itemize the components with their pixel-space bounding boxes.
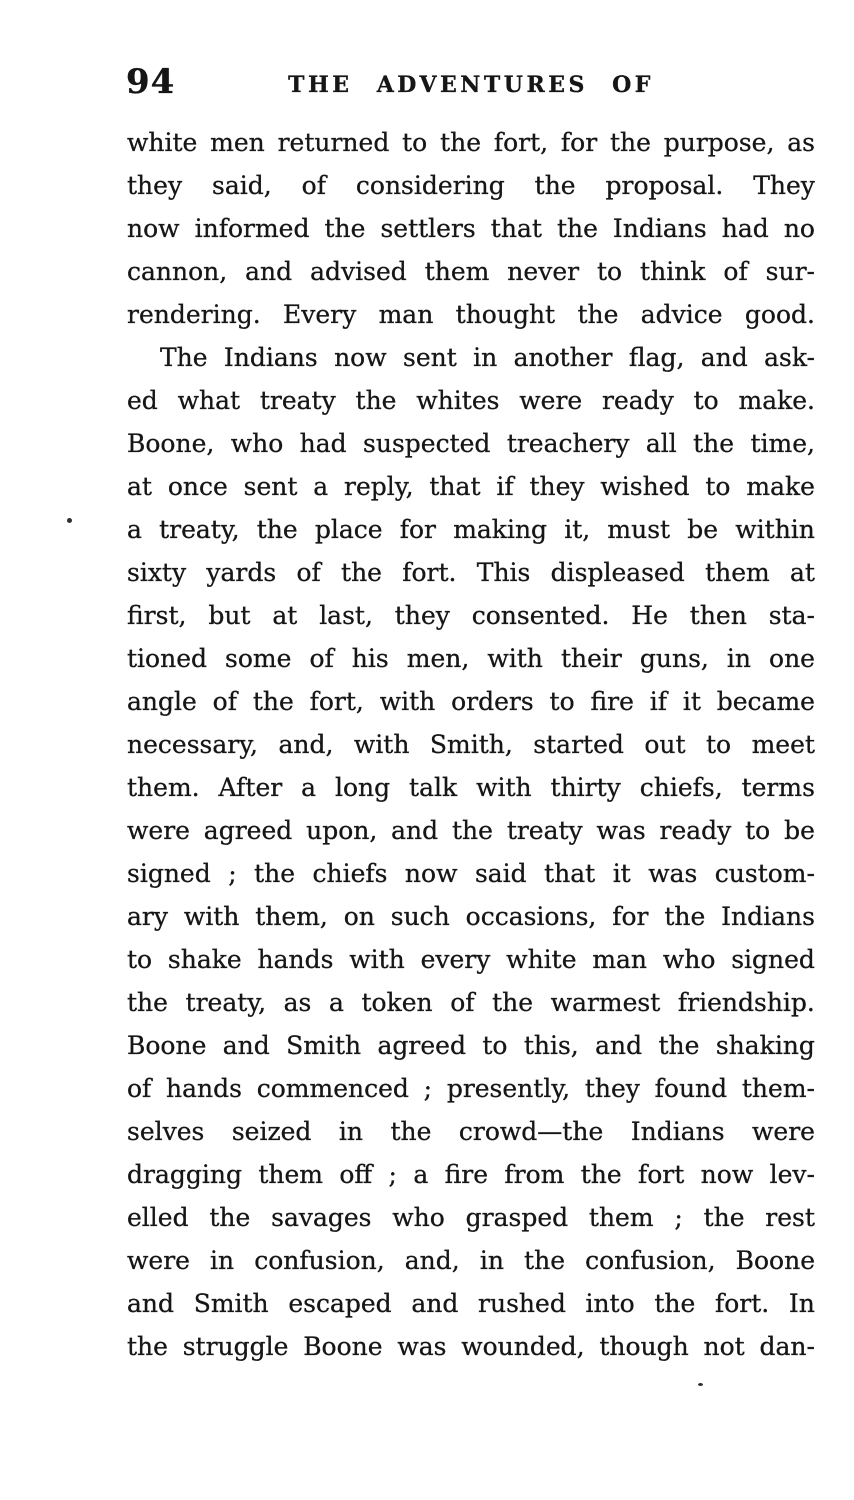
- word: of: [723, 257, 748, 286]
- text-line: [127, 902, 815, 945]
- word: yards: [206, 558, 277, 587]
- word: at: [127, 472, 152, 501]
- word: informed: [194, 214, 310, 243]
- word: with: [487, 644, 543, 673]
- word: Smith: [286, 1031, 362, 1060]
- word: thirty: [550, 773, 621, 802]
- word: and: [595, 1031, 643, 1060]
- word: agreed: [377, 1031, 466, 1060]
- word: the: [341, 558, 382, 587]
- word: rendering.: [127, 300, 261, 329]
- word: dragging: [127, 1160, 242, 1189]
- word: token: [361, 988, 433, 1017]
- word: fire: [444, 1160, 488, 1189]
- word: another: [513, 343, 613, 372]
- word: that: [490, 214, 542, 243]
- word: a: [127, 515, 142, 544]
- word: if: [649, 687, 667, 716]
- word: sur-: [765, 257, 815, 286]
- word: who: [392, 1203, 445, 1232]
- word: the: [252, 687, 294, 716]
- word: but: [208, 601, 251, 630]
- word: and,: [404, 1246, 460, 1275]
- word: Indians: [721, 902, 815, 931]
- text-line: [127, 1203, 815, 1246]
- word: they: [529, 472, 585, 501]
- word: the: [556, 214, 598, 243]
- word: were: [127, 1246, 190, 1275]
- word: Boone: [735, 1246, 815, 1275]
- word: as: [283, 988, 312, 1017]
- word: in: [338, 1117, 364, 1146]
- word: no: [783, 214, 815, 243]
- word: of: [450, 988, 475, 1017]
- word: tioned: [127, 644, 207, 673]
- word: Boone: [127, 1031, 207, 1060]
- word: the: [324, 214, 366, 243]
- word: flag,: [628, 343, 685, 372]
- word: place: [314, 515, 383, 544]
- word: with: [349, 945, 405, 974]
- word: man: [378, 300, 434, 329]
- text-line: [127, 472, 815, 515]
- word: dan-: [759, 1332, 815, 1361]
- text-line: [127, 214, 815, 257]
- text-line: [127, 1332, 815, 1375]
- word: be: [687, 515, 719, 544]
- word: suspected: [363, 429, 491, 458]
- word: them: [705, 558, 770, 587]
- word: After: [218, 773, 283, 802]
- text-line: [127, 1031, 815, 1074]
- word: them: [588, 1203, 654, 1232]
- word: a: [301, 773, 317, 802]
- word: reply,: [344, 472, 414, 501]
- word: for: [612, 902, 649, 931]
- word: make: [746, 472, 815, 501]
- word: with: [379, 687, 436, 716]
- word: ready: [602, 386, 674, 415]
- word: found: [654, 1074, 728, 1103]
- word: not: [703, 1332, 745, 1361]
- text-line: [127, 1074, 815, 1117]
- word: had: [721, 214, 769, 243]
- word: was: [397, 1332, 447, 1361]
- scan-speck: [67, 518, 72, 523]
- word: Indians: [630, 1117, 725, 1146]
- word: and: [127, 1289, 175, 1318]
- word: was: [648, 859, 698, 888]
- word: of: [309, 644, 334, 673]
- word: of: [301, 171, 326, 200]
- word: custom-: [714, 859, 815, 888]
- word: proposal.: [605, 171, 724, 200]
- word: said,: [212, 171, 272, 200]
- word: the: [664, 902, 706, 931]
- word: with: [183, 902, 240, 931]
- word: their: [560, 644, 622, 673]
- word: the: [209, 1203, 251, 1232]
- word: The: [160, 343, 208, 372]
- word: what: [177, 386, 241, 415]
- word: fire: [590, 687, 634, 716]
- word: returned: [277, 128, 390, 157]
- word: the: [693, 429, 735, 458]
- word: once: [167, 472, 228, 501]
- word: and: [245, 257, 293, 286]
- word: the: [452, 816, 493, 845]
- word: now: [334, 343, 387, 372]
- page-number: 94: [126, 62, 176, 102]
- word: hands: [166, 1074, 242, 1103]
- text-line: [127, 1160, 815, 1203]
- word: make.: [738, 386, 815, 415]
- word: to: [402, 128, 428, 157]
- text-line: [127, 386, 815, 429]
- text-line: [127, 257, 815, 300]
- word: a: [413, 1160, 429, 1189]
- word: Boone,: [127, 429, 215, 458]
- word: fort,: [493, 128, 549, 157]
- word: treaty: [259, 386, 336, 415]
- word: out: [644, 730, 686, 759]
- word: presently,: [446, 1074, 571, 1103]
- word: now: [127, 214, 180, 243]
- word: in: [479, 1246, 504, 1275]
- word: selves: [127, 1117, 205, 1146]
- word: necessary,: [127, 730, 258, 759]
- word: to: [597, 257, 623, 286]
- text-line: [127, 1289, 815, 1332]
- text-line: [127, 128, 815, 171]
- word: off: [339, 1160, 373, 1189]
- word: them.: [127, 773, 200, 802]
- word: warmest: [550, 988, 661, 1017]
- word: white: [127, 128, 198, 157]
- word: settlers: [380, 214, 476, 243]
- word: ed: [127, 386, 158, 415]
- word: be: [784, 816, 815, 845]
- text-line: [127, 601, 815, 644]
- word: of: [296, 558, 321, 587]
- word: Boone: [303, 1332, 383, 1361]
- word: who: [230, 429, 284, 458]
- word: the: [390, 1117, 432, 1146]
- word: a: [313, 472, 329, 501]
- text-line: [127, 300, 815, 343]
- text-line: [127, 429, 815, 472]
- word: at: [272, 601, 298, 630]
- text-line: [127, 988, 815, 1031]
- word: Smith: [193, 1289, 269, 1318]
- word: and: [222, 1031, 270, 1060]
- word: ;: [388, 1160, 397, 1189]
- word: Indians: [612, 214, 707, 243]
- word: it: [682, 687, 701, 716]
- word: crowd—the: [458, 1117, 604, 1146]
- word: treaty,: [159, 515, 240, 544]
- word: and: [700, 343, 748, 372]
- word: the: [654, 1289, 696, 1318]
- text-line: [127, 730, 815, 773]
- word: rushed: [478, 1289, 566, 1318]
- word: signed: [127, 859, 211, 888]
- word: if: [496, 472, 514, 501]
- word: were: [752, 1117, 815, 1146]
- word: talk: [409, 773, 458, 802]
- word: the: [127, 1332, 168, 1361]
- word: they: [127, 171, 183, 200]
- word: time,: [750, 429, 815, 458]
- word: the: [534, 171, 576, 200]
- word: to: [693, 386, 719, 415]
- word: hands: [257, 945, 334, 974]
- text-line: [127, 859, 815, 902]
- word: consented.: [471, 601, 610, 630]
- word: ary: [127, 902, 168, 931]
- word: man: [592, 945, 648, 974]
- word: such: [390, 902, 450, 931]
- word: who: [662, 945, 716, 974]
- word: Smith,: [429, 730, 513, 759]
- word: that: [429, 472, 481, 501]
- text-line: [127, 515, 815, 558]
- word: said: [474, 859, 527, 888]
- word: now: [404, 859, 458, 888]
- word: the: [256, 515, 298, 544]
- word: of: [127, 1074, 152, 1103]
- word: grasped: [465, 1203, 569, 1232]
- word: whites: [416, 386, 500, 415]
- word: the: [492, 988, 534, 1017]
- text-line: [127, 816, 815, 859]
- word: were: [127, 816, 190, 845]
- word: it,: [564, 515, 591, 544]
- word: displeased: [550, 558, 685, 587]
- word: savages: [271, 1203, 372, 1232]
- word: considering: [355, 171, 505, 200]
- word: seized: [231, 1117, 312, 1146]
- word: for: [560, 128, 598, 157]
- word: into: [585, 1289, 635, 1318]
- word: fort.: [715, 1289, 770, 1318]
- word: confusion,: [585, 1246, 716, 1275]
- word: must: [607, 515, 671, 544]
- text-line: [127, 558, 815, 601]
- word: to: [482, 1031, 508, 1060]
- word: became: [716, 687, 815, 716]
- word: a: [328, 988, 344, 1017]
- word: it: [612, 859, 631, 888]
- word: and: [411, 1289, 459, 1318]
- word: ready: [659, 816, 732, 845]
- word: the: [658, 1031, 700, 1060]
- word: now: [700, 1160, 754, 1189]
- word: within: [735, 515, 815, 544]
- word: his: [351, 644, 389, 673]
- word: them,: [255, 902, 328, 931]
- word: the: [580, 1160, 622, 1189]
- word: men,: [406, 644, 470, 673]
- word: for: [399, 515, 437, 544]
- word: the: [703, 1203, 745, 1232]
- word: This: [476, 558, 531, 587]
- word: long: [334, 773, 391, 802]
- word: in: [210, 1246, 235, 1275]
- text-line: [127, 1117, 815, 1160]
- word: to: [745, 816, 771, 845]
- word: treaty: [506, 816, 583, 845]
- word: lev-: [769, 1160, 815, 1189]
- word: purpose,: [663, 128, 775, 157]
- word: they: [394, 601, 450, 630]
- word: as: [787, 128, 815, 157]
- word: to: [549, 687, 575, 716]
- word: of: [212, 687, 237, 716]
- word: terms: [741, 773, 815, 802]
- word: sta-: [768, 601, 815, 630]
- word: rest: [765, 1203, 815, 1232]
- running-header: THE ADVENTURES OF: [288, 72, 654, 98]
- word: shake: [167, 945, 242, 974]
- word: wounded,: [461, 1332, 585, 1361]
- word: ;: [423, 1074, 433, 1103]
- word: wished: [600, 472, 690, 501]
- word: with: [353, 730, 410, 759]
- word: started: [533, 730, 624, 759]
- word: sent: [402, 343, 457, 372]
- word: treachery: [506, 429, 630, 458]
- word: to: [127, 945, 153, 974]
- word: the: [127, 988, 168, 1017]
- word: some: [225, 644, 292, 673]
- word: all: [645, 429, 677, 458]
- word: in: [473, 343, 498, 372]
- word: sixty: [127, 558, 187, 587]
- word: commenced: [256, 1074, 409, 1103]
- word: this,: [523, 1031, 579, 1060]
- word: guns,: [639, 644, 709, 673]
- word: and,: [278, 730, 334, 759]
- word: meet: [751, 730, 815, 759]
- word: fort.: [402, 558, 457, 587]
- word: to: [705, 472, 731, 501]
- word: was: [596, 816, 646, 845]
- word: escaped: [288, 1289, 392, 1318]
- word: chiefs,: [639, 773, 723, 802]
- word: the: [524, 1246, 565, 1275]
- word: white: [506, 945, 577, 974]
- body-text: [127, 128, 815, 1375]
- word: sent: [243, 472, 298, 501]
- word: every: [420, 945, 491, 974]
- word: agreed: [203, 816, 293, 845]
- word: first,: [127, 601, 187, 630]
- word: one: [769, 644, 815, 673]
- word: thought: [455, 300, 556, 329]
- text-line: [127, 343, 815, 386]
- word: struggle: [182, 1332, 289, 1361]
- word: chiefs: [312, 859, 388, 888]
- word: were: [519, 386, 583, 415]
- word: that: [544, 859, 596, 888]
- word: ask-: [764, 343, 815, 372]
- word: Indians: [223, 343, 318, 372]
- word: with: [476, 773, 532, 802]
- scan-speck: [698, 1383, 703, 1386]
- word: at: [789, 558, 815, 587]
- word: advised: [310, 257, 407, 286]
- word: on: [343, 902, 375, 931]
- word: He: [631, 601, 668, 630]
- word: from: [504, 1160, 565, 1189]
- word: advice: [640, 300, 723, 329]
- word: confusion,: [254, 1246, 385, 1275]
- word: them: [258, 1160, 323, 1189]
- word: cannon,: [127, 257, 228, 286]
- word: signed: [731, 945, 815, 974]
- word: them-: [741, 1074, 815, 1103]
- word: elled: [127, 1203, 189, 1232]
- word: fort,: [309, 687, 364, 716]
- word: fort: [638, 1160, 685, 1189]
- word: though: [599, 1332, 689, 1361]
- word: men: [210, 128, 265, 157]
- word: ;: [674, 1203, 683, 1232]
- word: ;: [228, 859, 237, 888]
- word: in: [726, 644, 751, 673]
- word: them: [424, 257, 490, 286]
- word: angle: [127, 687, 197, 716]
- word: In: [788, 1289, 815, 1318]
- word: making: [453, 515, 548, 544]
- word: friendship.: [677, 988, 815, 1017]
- word: they: [584, 1074, 640, 1103]
- word: shaking: [715, 1031, 815, 1060]
- word: and: [391, 816, 439, 845]
- text-line: [127, 945, 815, 988]
- text-line: [127, 1246, 815, 1289]
- word: the: [440, 128, 482, 157]
- word: orders: [451, 687, 534, 716]
- word: They: [753, 171, 815, 200]
- word: to: [706, 730, 732, 759]
- word: upon,: [306, 816, 378, 845]
- word: never: [507, 257, 580, 286]
- word: then: [689, 601, 747, 630]
- word: the: [577, 300, 619, 329]
- word: treaty,: [185, 988, 267, 1017]
- text-line: [127, 644, 815, 687]
- word: the: [355, 386, 397, 415]
- word: last,: [319, 601, 373, 630]
- word: think: [640, 257, 706, 286]
- word: had: [299, 429, 347, 458]
- word: occasions,: [465, 902, 597, 931]
- word: Every: [283, 300, 357, 329]
- text-line: [127, 687, 815, 730]
- word: good.: [744, 300, 815, 329]
- word: the: [609, 128, 651, 157]
- text-line: [127, 171, 815, 214]
- word: the: [254, 859, 296, 888]
- text-line: [127, 773, 815, 816]
